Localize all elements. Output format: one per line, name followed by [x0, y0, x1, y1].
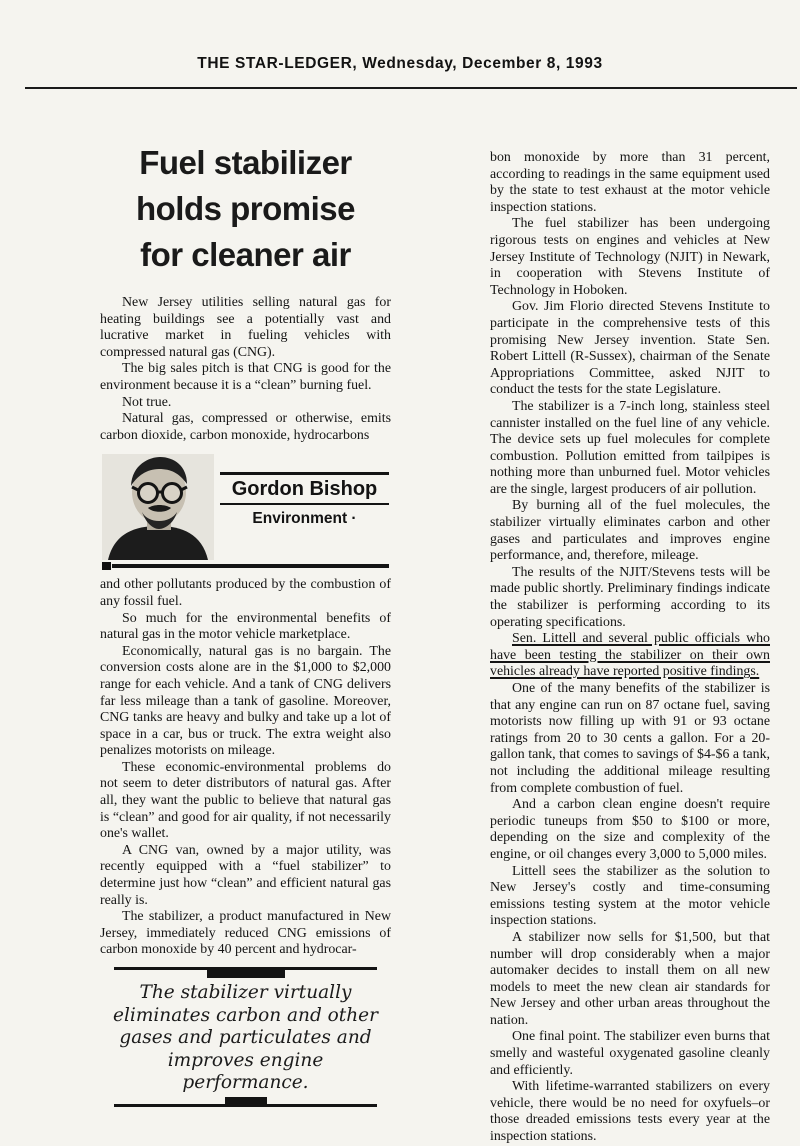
- pull-quote: [100, 967, 391, 1107]
- masthead: THE STAR-LEDGER, Wednesday, December 8, 1993: [197, 55, 603, 72]
- photo-credit-mark: [102, 562, 111, 570]
- right-body-paragraphs: [490, 150, 770, 1146]
- paragraph: The stabilizer is a 7-inch long, stainless steel cannister installed on the fuel line of any vehicle. The device sets up fuel molecules for complete combustion. Pollution emitted from tailpipes is nothing more than unburned fuel. Motor vehicles are the single, largest producers of air pollution.: [490, 398, 770, 497]
- paragraph: and other pollutants produced by the combustion of any fossil fuel.: [100, 577, 391, 609]
- masthead-rule: [25, 87, 797, 89]
- pull-quote-line: improves engine: [167, 1049, 324, 1071]
- paragraph: And a carbon clean engine doesn't require periodic tuneups from $50 to $100 or more, depending on the size and complexity of the engine, or oil changes every 3,000 to 5,000 miles.: [490, 797, 770, 862]
- pull-quote-line: gases and particulates and: [119, 1027, 372, 1048]
- right-column: [490, 150, 770, 1146]
- paragraph: One final point. The stabilizer even burns that smelly and wasteful oxygenated gasoline cleanly and efficiently.: [490, 1029, 770, 1078]
- column-label: Environment ·: [252, 510, 357, 528]
- pull-quote-tab-bottom: [225, 1097, 267, 1107]
- paragraph: Not true.: [122, 394, 172, 410]
- author-block: [220, 472, 389, 528]
- paragraph: bon monoxide by more than 31 percent, according to readings in the same equipment used by the state to test exhaust at the motor vehicle inspection stations.: [490, 150, 770, 215]
- paragraph: Economically, natural gas is no bargain. The conversion costs alone are in the $1,000 to $2,000 range for each vehicle. And a tank of CNG delivers far less mileage than a tank of gasoline. Moreover, CNG tanks are heavy and bulky and take up a lot of space in a car, bus or truck. The extra weight also penalizes motorists on mileage.: [100, 643, 391, 759]
- author-photo: [102, 454, 214, 560]
- paragraph: A stabilizer now sells for $1,500, but that number will drop considerably when a major automaker decides to install them on all new models to meet the new clean air standards for New Jersey and other urban areas throughout the nation.: [490, 929, 770, 1028]
- paragraph: One of the many benefits of the stabilizer is that any engine can run on 87 octane fuel, saving motorists now filling up with 91 or 93 octane ratings from 20 to 30 cents a gallon. For a 20-gallon tank, that comes to savings of $4-$6 a tank, not including the additional mileage resulting from complete combustion of fuel.: [490, 681, 770, 796]
- paragraph: The results of the NJIT/Stevens tests will be made public shortly. Preliminary findings indicate the stabilizer is performing according to its operating specifications.: [490, 564, 770, 630]
- intro-paragraphs: [100, 295, 391, 444]
- headline-line: holds promise: [135, 190, 356, 227]
- pull-quote-line: The stabilizer virtually: [139, 982, 352, 1003]
- paragraph: A CNG van, owned by a major utility, was recently equipped with a “fuel stabilizer” to determine just how “clean” and efficient natural gas really is.: [100, 842, 391, 908]
- paragraph: Natural gas, compressed or otherwise, emits carbon dioxide, carbon monoxide, hydrocarbons: [100, 411, 391, 443]
- headline-line: for cleaner air: [140, 236, 351, 273]
- paragraph: The fuel stabilizer has been undergoing rigorous tests on engines and vehicles at New Jersey Institute of Technology (NJIT) in Newark, in cooperation with Stevens Institute of Technology in Hoboken.: [490, 216, 770, 298]
- left-body-paragraphs: [100, 577, 391, 959]
- pull-quote-tab-top: [207, 967, 285, 978]
- paragraph: Littell sees the stabilizer as the solution to New Jersey's costly and time-consuming emissions testing system at the motor vehicle inspection stations.: [490, 863, 770, 929]
- pull-quote-text: [100, 970, 391, 1104]
- headline-line: Fuel stabilizer: [139, 144, 352, 181]
- paragraph: So much for the environmental benefits of natural gas in the motor vehicle marketplace.: [100, 610, 391, 643]
- paragraph: Gov. Jim Florio directed Stevens Institute to participate in the comprehensive tests of this promising New Jersey invention. State Sen. Robert Littell (R-Sussex), chairman of the Senate Appropriations Committee, asked NJIT to conduct the tests for the state Legislature.: [490, 299, 770, 398]
- pull-quote-line: performance.: [182, 1072, 309, 1093]
- paragraph: These economic-environmental problems do not seem to deter distributors of natural gas. After all, they want the public to believe that natural gas is “clean” and good for air quality, if not necessarily one's wallet.: [100, 759, 391, 842]
- paragraph: With lifetime-warranted stabilizers on every vehicle, there would be no need for oxyfuels–or those dreaded emissions tests every year at the inspection stations.: [490, 1079, 770, 1145]
- paragraph: The stabilizer, a product manufactured in New Jersey, immediately reduced CNG emissions of carbon monoxide by 40 percent and hydrocar-: [100, 909, 391, 958]
- article-headline: [100, 140, 391, 278]
- paragraph: The big sales pitch is that CNG is good for the environment because it is a “clean” burning fuel.: [100, 361, 391, 393]
- left-column: [100, 140, 391, 1107]
- paragraph: New Jersey utilities selling natural gas for heating buildings see a potentially vast and lucrative market in fueling vehicles with compressed natural gas (CNG).: [100, 295, 391, 360]
- author-name: Gordon Bishop: [231, 477, 378, 500]
- author-box-bottom-bar: [112, 564, 389, 568]
- paragraph: By burning all of the fuel molecules, the stabilizer virtually eliminates carbon and other gases and particulates and improves engine performance, and, therefore, mileage.: [490, 498, 770, 564]
- pull-quote-rule-bottom: [114, 1104, 377, 1107]
- pull-quote-rule-top: [114, 967, 377, 970]
- paragraph: Sen. Littell and several public officials who have been testing the stabilizer on their own vehicles already have reported positive findings.: [490, 631, 770, 680]
- pull-quote-line: eliminates carbon and other: [113, 1004, 378, 1026]
- author-box: [100, 450, 391, 570]
